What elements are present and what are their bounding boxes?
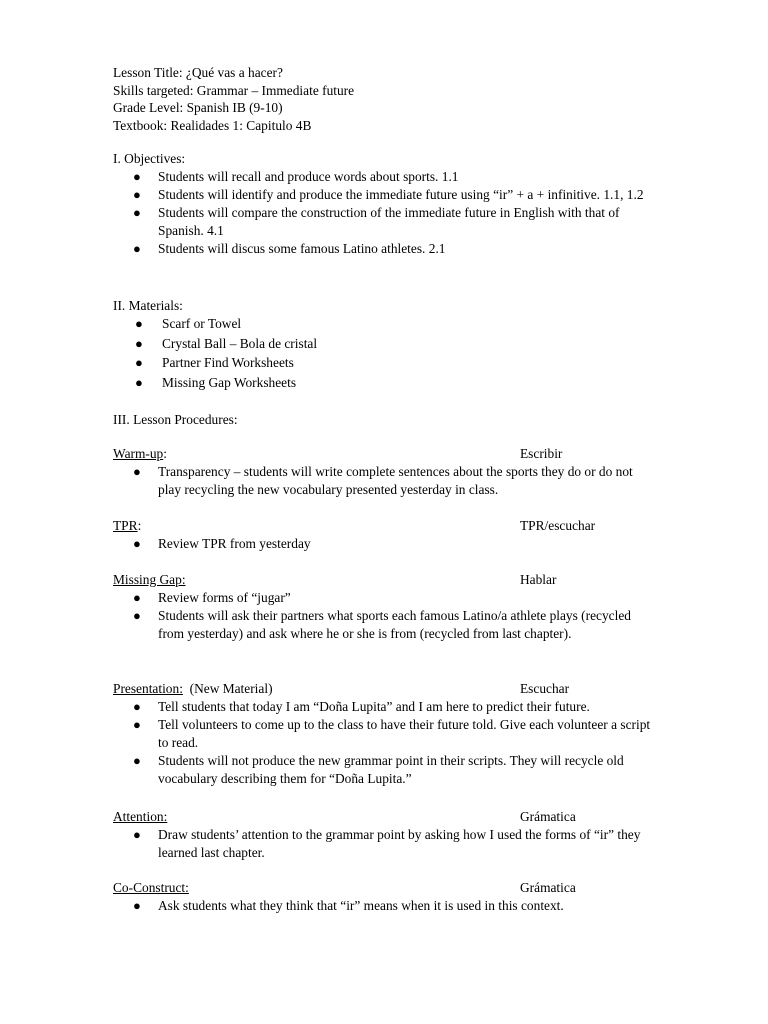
bullet-icon: ● (133, 169, 141, 184)
bullet-icon: ● (133, 717, 141, 732)
section-skill: Hablar (520, 572, 557, 587)
procedures-heading-block (113, 411, 673, 429)
list-item: ● Tell students that today I am “Doña Lupita” and I am here to predict their future. (133, 699, 590, 714)
list-item: ● Students will compare the construction of the immediate future in English with that of Spanish. 4.1 (133, 205, 620, 238)
list-item: ● Transparency – students will write complete sentences about the sports they do or do not play recycling the new vocabulary presented yesterday in class. (133, 464, 633, 497)
section-title: Co-Construct: (113, 880, 189, 895)
bullet-icon: ● (135, 335, 143, 351)
lesson-header (113, 64, 354, 134)
objectives-heading: I. Objectives: (113, 151, 186, 166)
missing-gap-section (113, 571, 673, 643)
section-skill: Grámatica (520, 809, 576, 824)
objectives-section (113, 150, 673, 258)
section-skill: TPR/escuchar (520, 518, 596, 533)
objectives-list (113, 168, 673, 258)
tpr-section: TPR: TPR/escuchar ● Review TPR from yesterday (113, 517, 673, 553)
section-skill: Grámatica (520, 880, 576, 895)
bullet-icon: ● (133, 898, 141, 913)
bullet-icon: ● (135, 316, 143, 331)
section-title: TPR (113, 518, 138, 533)
list-item: ● Review TPR from yesterday (133, 536, 311, 551)
list-item: ● Review forms of “jugar” (133, 590, 291, 605)
list-item: ● Partner Find Worksheets (135, 355, 294, 370)
list-item: ● Missing Gap Worksheets (135, 374, 297, 390)
materials-list (113, 315, 673, 393)
bullet-icon: ● (133, 464, 141, 479)
section-title: Attention: (113, 809, 168, 824)
bullet-icon: ● (135, 355, 143, 370)
list-item: ● Students will recall and produce words about sports. 1.1 (133, 169, 459, 184)
bullet-icon: ● (133, 699, 141, 714)
list-item: ● Students will not produce the new grammar point in their scripts. They will recycle old vocabulary describing them for “Doña Lupita.” (133, 753, 624, 786)
list-item: ● Students will discus some famous Latino athletes. 2.1 (133, 241, 446, 256)
co-construct-section (113, 879, 673, 915)
section-title: Presentation: (113, 681, 183, 696)
list-item: ● Tell volunteers to come up to the class to have their future told. Give each volunteer a script to read. (133, 717, 651, 750)
skills-targeted: Skills targeted: Grammar – Immediate future (113, 82, 355, 98)
section-skill: Escuchar (520, 681, 570, 696)
bullet-icon: ● (133, 753, 141, 768)
presentation-section: Presentation: (New Material) Escuchar ● Tell students that today I am “Doña Lupita” and I am here to predict their future. ● Tell volunteers to come up to the class to have their future told. Give each volunteer a script to read. ● Students will not produce the new grammar point in their scripts. They will recycle old vocabulary describing them for “Doña Lupita.” (113, 680, 673, 788)
materials-heading: II. Materials: (113, 298, 183, 313)
section-title: Warm-up (113, 446, 164, 461)
bullet-icon: ● (133, 536, 141, 551)
list-item: ● Students will ask their partners what sports each famous Latino/a athlete plays (recycled from yesterday) and ask where he or she is from (recycled from last chapter). (133, 608, 631, 641)
materials-section (113, 297, 673, 393)
bullet-icon: ● (133, 205, 141, 220)
bullet-icon: ● (133, 827, 141, 842)
bullet-icon: ● (135, 374, 143, 390)
list-item: ● Draw students’ attention to the grammar point by asking how I used the forms of “ir” they learned last chapter. (133, 827, 641, 860)
warmup-section: Warm-up: Escribir ● Transparency – students will write complete sentences about the sports they do or do not play recycling the new vocabulary presented yesterday in class. (113, 445, 673, 499)
list-item: ● Students will identify and produce the immediate future using “ir” + a + infinitive. 1.1, 1.2 (133, 187, 644, 202)
list-item: ● Scarf or Towel (135, 316, 242, 331)
textbook: Textbook: Realidades 1: Capitulo 4B (113, 117, 312, 133)
bullet-icon: ● (133, 608, 141, 623)
grade-level: Grade Level: Spanish IB (9-10) (113, 100, 283, 115)
section-skill: Escribir (520, 446, 563, 461)
bullet-icon: ● (133, 241, 141, 256)
list-item: ● Ask students what they think that “ir” means when it is used in this context. (133, 898, 564, 913)
bullet-icon: ● (133, 590, 141, 605)
list-item: ● Crystal Ball – Bola de cristal (135, 335, 318, 351)
procedures-heading: III. Lesson Procedures: (113, 412, 238, 427)
attention-section (113, 808, 673, 862)
section-title: Missing Gap: (113, 572, 186, 587)
bullet-icon: ● (133, 187, 141, 202)
lesson-title: Lesson Title: ¿Qué vas a hacer? (113, 65, 283, 80)
